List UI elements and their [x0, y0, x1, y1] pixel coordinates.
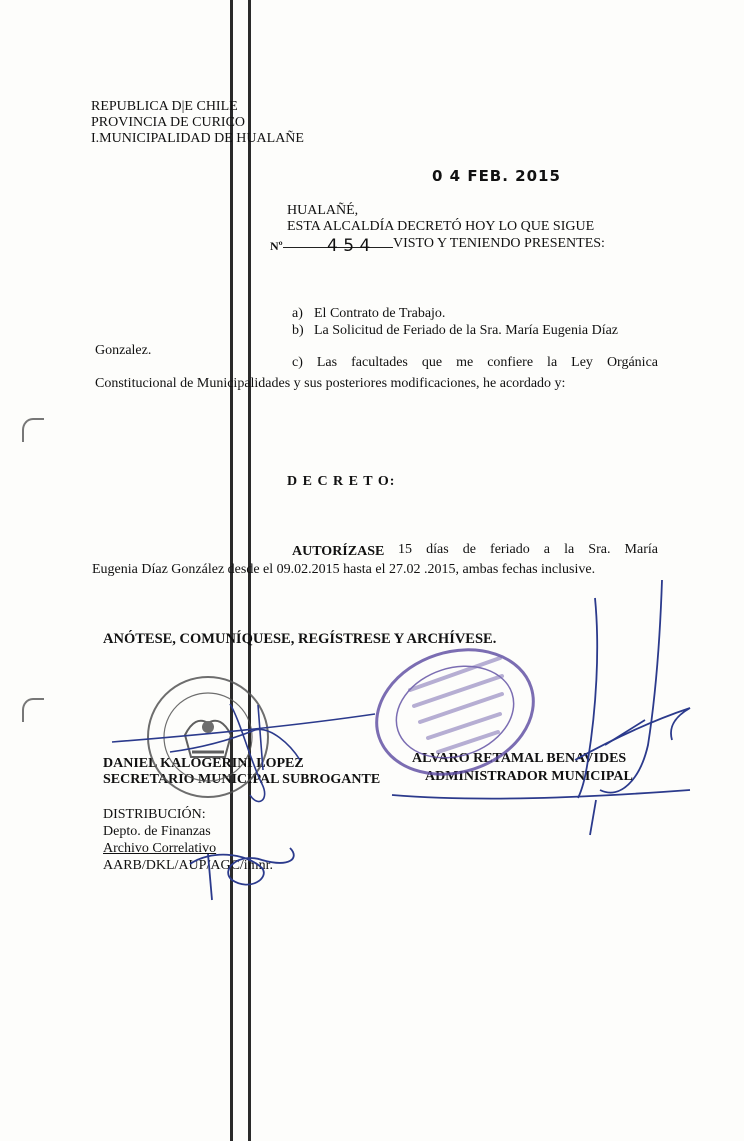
decree-number: 4 5 4 [327, 236, 371, 256]
decreto-heading: D E C R E T O: [287, 474, 396, 489]
closing-formula: ANÓTESE, COMUNÍQUESE, REGÍSTRESE Y ARCHÍVESE. [103, 631, 497, 647]
punch-hole-bottom [22, 698, 44, 722]
distribution-heading: DISTRIBUCIÓN: [103, 807, 206, 822]
consideration-c-line2: Constitucional de Municipalidades y sus posteriores modificaciones, he acordado y: [95, 376, 566, 391]
distribution-item-finanzas: Depto. de Finanzas [103, 824, 211, 839]
distribution-initials: AARB/DKL/AUP/AGC/imnr. [103, 858, 273, 873]
resolution-line1: 15 días de feriado a la Sra. María [398, 542, 658, 557]
right-signatory-name: ALVARO RETAMAL BENAVIDES [412, 751, 627, 766]
consideration-c-line1: c) Las facultades que me confiere la Ley Orgánica [292, 355, 658, 370]
left-signatory-title: SECRETARIO MUNICIPAL SUBROGANTE [103, 772, 381, 787]
header-line-province: PROVINCIA DE CURICO [91, 115, 246, 130]
right-signatory-title: ADMINISTRADOR MUNICIPAL [425, 769, 633, 784]
resolution-keyword: AUTORÍZASE [292, 544, 385, 559]
consideration-a-text: El Contrato de Trabajo. [314, 306, 446, 321]
distribution-item-archivo: Archivo Correlativo [103, 841, 217, 856]
date-stamp: 0 4 FEB. 2015 [432, 167, 561, 185]
decree-intro: ESTA ALCALDÍA DECRETÓ HOY LO QUE SIGUE [287, 219, 595, 234]
consideration-b-marker: b) [292, 323, 304, 338]
header-line-country: REPUBLICA D|E CHILE [91, 99, 238, 114]
right-signature [392, 580, 690, 835]
place-name: HUALAÑÉ, [287, 203, 359, 218]
consideration-b-continuation: Gonzalez. [95, 343, 152, 358]
resolution-line2: Eugenia Díaz González desde el 09.02.2015 hasta el 27.02 .2015, ambas fechas inclusive. [92, 562, 596, 577]
punch-hole-top [22, 418, 44, 442]
header-line-municipality: I.MUNICIPALIDAD DE HUALAÑE [91, 131, 304, 146]
number-prefix: Nº [270, 239, 283, 253]
consideration-a-marker: a) [292, 306, 303, 321]
visto-heading: VISTO Y TENIENDO PRESENTES: [393, 236, 605, 251]
left-signatory-name: DANIEL KALOGERINI LOPEZ [103, 756, 304, 771]
consideration-b-text: La Solicitud de Feriado de la Sra. María Eugenia Díaz [314, 323, 619, 338]
